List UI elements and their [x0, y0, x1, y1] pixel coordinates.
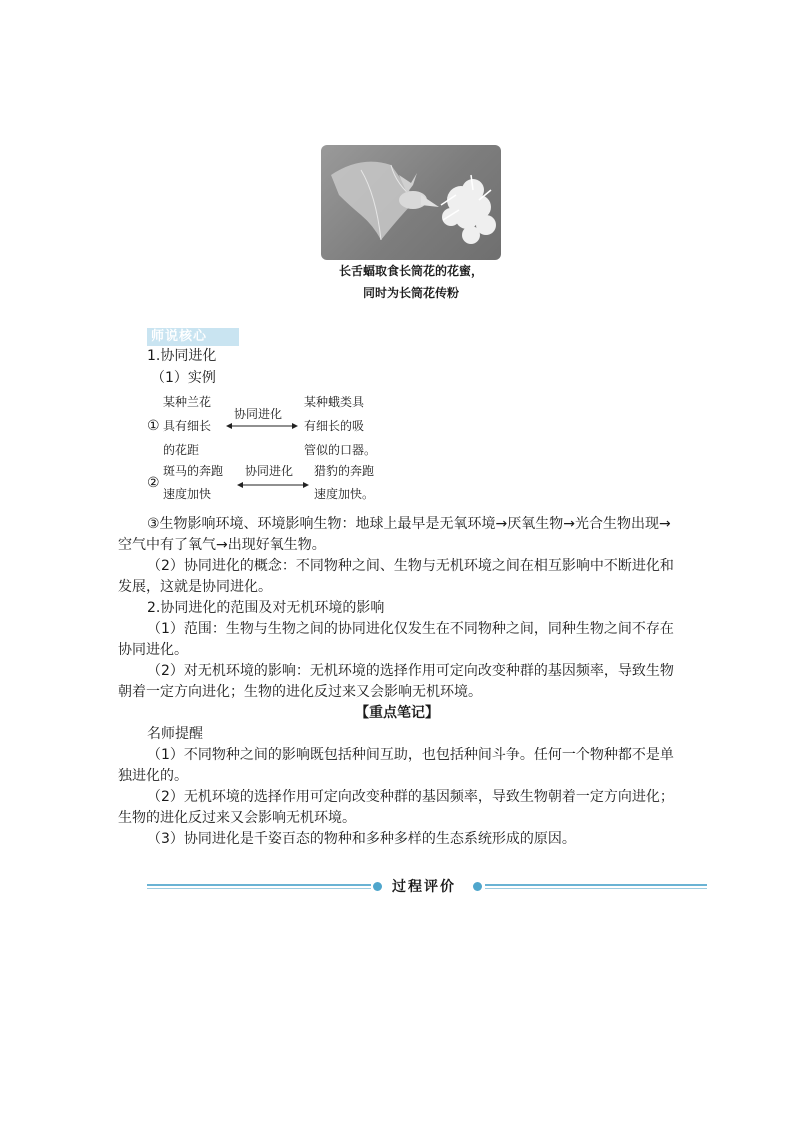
divider-left [147, 884, 371, 886]
ex2-right-line1: 猎豹的奔跑 [314, 464, 375, 478]
section-badge: 师说核心 [147, 328, 239, 346]
divider-right [485, 884, 707, 886]
figure-caption-line1: 长舌蝠取食长筒花的花蜜， [338, 264, 483, 278]
scope-line1: （1）范围：生物与生物之间的协同进化仅发生在不同物种之间，同种生物之间不存在 [147, 621, 674, 637]
divider-left-bullet-icon [373, 882, 382, 891]
ex1-left-line1: 某种兰花 [163, 395, 212, 409]
ex3-line2: 空气中有了氧气→出现好氧生物。 [118, 537, 326, 553]
ex2-left-line1: 斑马的奔跑 [163, 464, 224, 478]
ex1-right-line2: 有细长的吸 [304, 419, 365, 433]
divider-right-bullet-icon [473, 882, 482, 891]
note1-line1: （1）不同物种之间的影响既包括种间互助，也包括种间斗争。任何一个物种都不是单 [147, 747, 674, 763]
ex2-marker: ② [147, 475, 160, 491]
note2-line1: （2）无机环境的选择作用可定向改变种群的基因频率，导致生物朝着一定方向进化； [147, 789, 674, 805]
ex2-left-line2: 速度加快 [163, 487, 212, 501]
note1-line2: 独进化的。 [118, 768, 188, 784]
note2-line2: 生物的进化反过来又会影响无机环境。 [118, 810, 356, 826]
figure-caption-line2: 同时为长筒花传粉 [362, 286, 459, 300]
example-heading: （1）实例 [151, 370, 216, 386]
ex2-arrow-label: 协同进化 [245, 464, 294, 478]
ex2-right-line2: 速度加快。 [314, 487, 375, 501]
ex1-left-line3: 的花距 [163, 443, 200, 457]
section1-heading: 1.协同进化 [147, 348, 217, 364]
scope-line2: 协同进化。 [118, 642, 188, 658]
ex1-right-line1: 某种蛾类具 [304, 395, 365, 409]
ex1-right-line3: 管似的口器。 [304, 443, 377, 457]
ex3-line1: ③生物影响环境、环境影响生物：地球上最早是无氧环境→厌氧生物→光合生物出现→ [147, 516, 671, 532]
ex2-double-arrow [237, 481, 309, 489]
concept-line2: 发展，这就是协同进化。 [118, 579, 272, 595]
note3: （3）协同进化是千姿百态的物种和多种多样的生态系统形成的原因。 [147, 831, 576, 847]
ex1-double-arrow [226, 422, 298, 430]
bat-flower-illustration [321, 145, 501, 260]
divider-left-thin [147, 888, 371, 889]
concept-line1: （2）协同进化的概念：不同物种之间、生物与无机环境之间在相互影响中不断进化和 [147, 558, 674, 574]
ex1-left-line2: 具有细长 [163, 419, 212, 433]
notes-title: 【重点笔记】 [355, 705, 439, 721]
ex1-marker: ① [147, 418, 160, 434]
divider-right-thin [485, 888, 707, 889]
section2-heading: 2.协同进化的范围及对无机环境的影响 [147, 600, 385, 616]
section-title-process-evaluation: 过程评价 [392, 879, 456, 895]
impact-line2: 朝着一定方向进化；生物的进化反过来又会影响无机环境。 [118, 684, 482, 700]
notes-subtitle: 名师提醒 [147, 726, 203, 742]
ex1-arrow-label: 协同进化 [234, 407, 283, 421]
impact-line1: （2）对无机环境的影响：无机环境的选择作用可定向改变种群的基因频率，导致生物 [147, 663, 674, 679]
bat-flower-photo [321, 145, 501, 260]
